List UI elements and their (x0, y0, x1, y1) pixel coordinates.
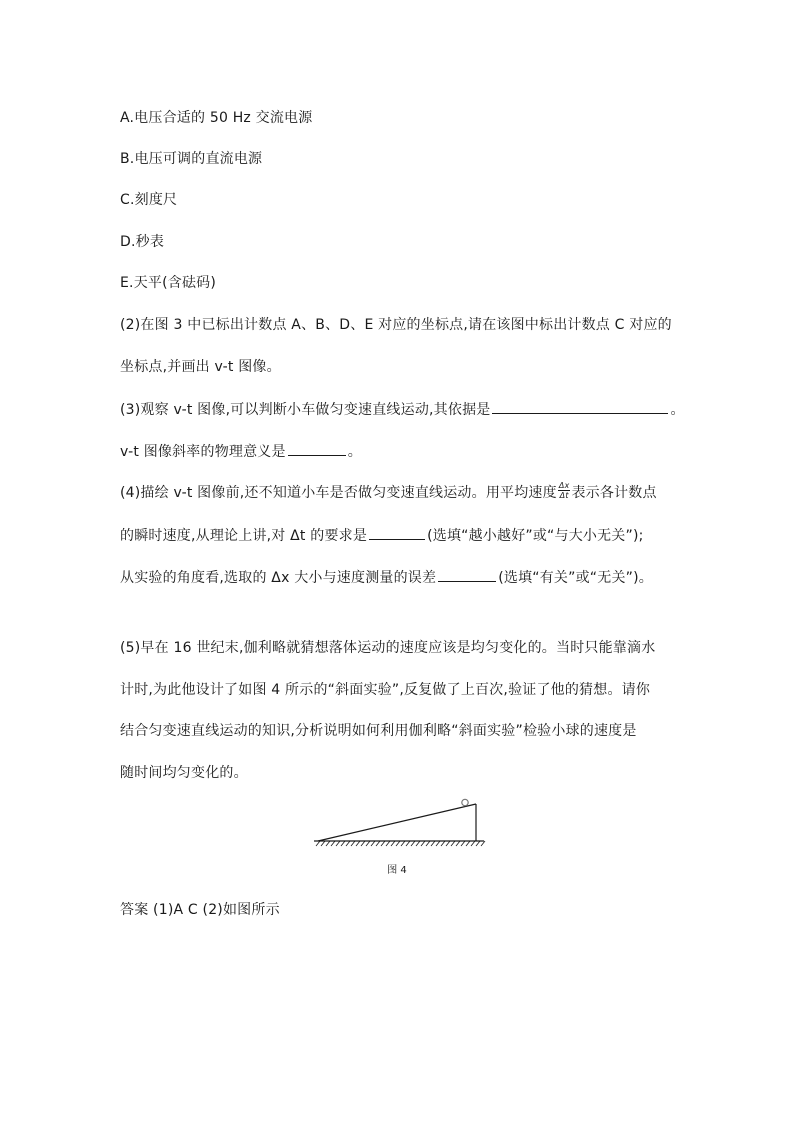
question-3-line-1 (120, 399, 685, 420)
question-4-choice: (选填“有关”或“无关”)。 (498, 570, 653, 586)
question-3-line-2 (120, 441, 362, 462)
ball (462, 799, 468, 805)
question-4-text: (4)描绘 v-t 图像前,还不知道小车是否做匀变速直线运动。用平均速度 (120, 485, 557, 501)
question-5-line-2: 计时,为此他设计了如图 4 所示的“斜面实验”,反复做了上百次,验证了他的猜想。请你 (120, 682, 651, 698)
answer-blank-4b (438, 567, 496, 582)
question-2-line-1: (2)在图 3 中已标出计数点 A、B、D、E 对应的坐标点,请在该图中标出计数点 C 对应的 (120, 317, 672, 333)
ground-hatching (316, 841, 485, 846)
option-b: B.电压可调的直流电源 (120, 151, 263, 167)
inclined-plane-figure (310, 795, 490, 851)
fraction-delta-x-over-delta-t (558, 481, 571, 500)
answer-blank-3a (492, 399, 668, 414)
question-5-line-3: 结合匀变速直线运动的知识,分析说明如何利用伽利略“斜面实验”检验小球的速度是 (120, 723, 637, 739)
question-4-line-3 (120, 567, 653, 588)
question-5-line-1: (5)早在 16 世纪末,伽利略就猜想落体运动的速度应该是均匀变化的。当时只能靠滴水 (120, 640, 656, 656)
question-2-line-2: 坐标点,并画出 v-t 图像。 (120, 359, 281, 375)
fraction-denominator: Δt (559, 490, 569, 500)
question-4-line-1 (120, 480, 657, 503)
option-c: C.刻度尺 (120, 192, 178, 208)
question-4-line-2 (120, 525, 644, 546)
option-e: E.天平(含砝码) (120, 275, 217, 291)
period: 。 (670, 402, 685, 418)
incline-slope (318, 804, 476, 841)
question-4-choice: (选填“越小越好”或“与大小无关”); (427, 528, 644, 544)
figure-caption: 图 4 (387, 865, 407, 876)
option-a: A.电压合适的 50 Hz 交流电源 (120, 110, 313, 126)
question-5-line-4: 随时间均匀变化的。 (120, 765, 248, 781)
answer-blank-4a (369, 525, 425, 540)
answer-line: 答案 (1)A C (2)如图所示 (120, 902, 280, 918)
question-3-text: (3)观察 v-t 图像,可以判断小车做匀变速直线运动,其依据是 (120, 402, 491, 418)
fraction-numerator: Δx (558, 480, 570, 490)
answer-blank-3b (288, 441, 346, 456)
period: 。 (347, 444, 362, 460)
question-4-text: 从实验的角度看,选取的 Δx 大小与速度测量的误差 (120, 570, 437, 586)
question-3-slope-text: v-t 图像斜率的物理意义是 (120, 444, 286, 460)
question-4-text-end: 表示各计数点 (571, 485, 657, 501)
question-4-text: 的瞬时速度,从理论上讲,对 Δt 的要求是 (120, 528, 368, 544)
option-d: D.秒表 (120, 234, 165, 250)
